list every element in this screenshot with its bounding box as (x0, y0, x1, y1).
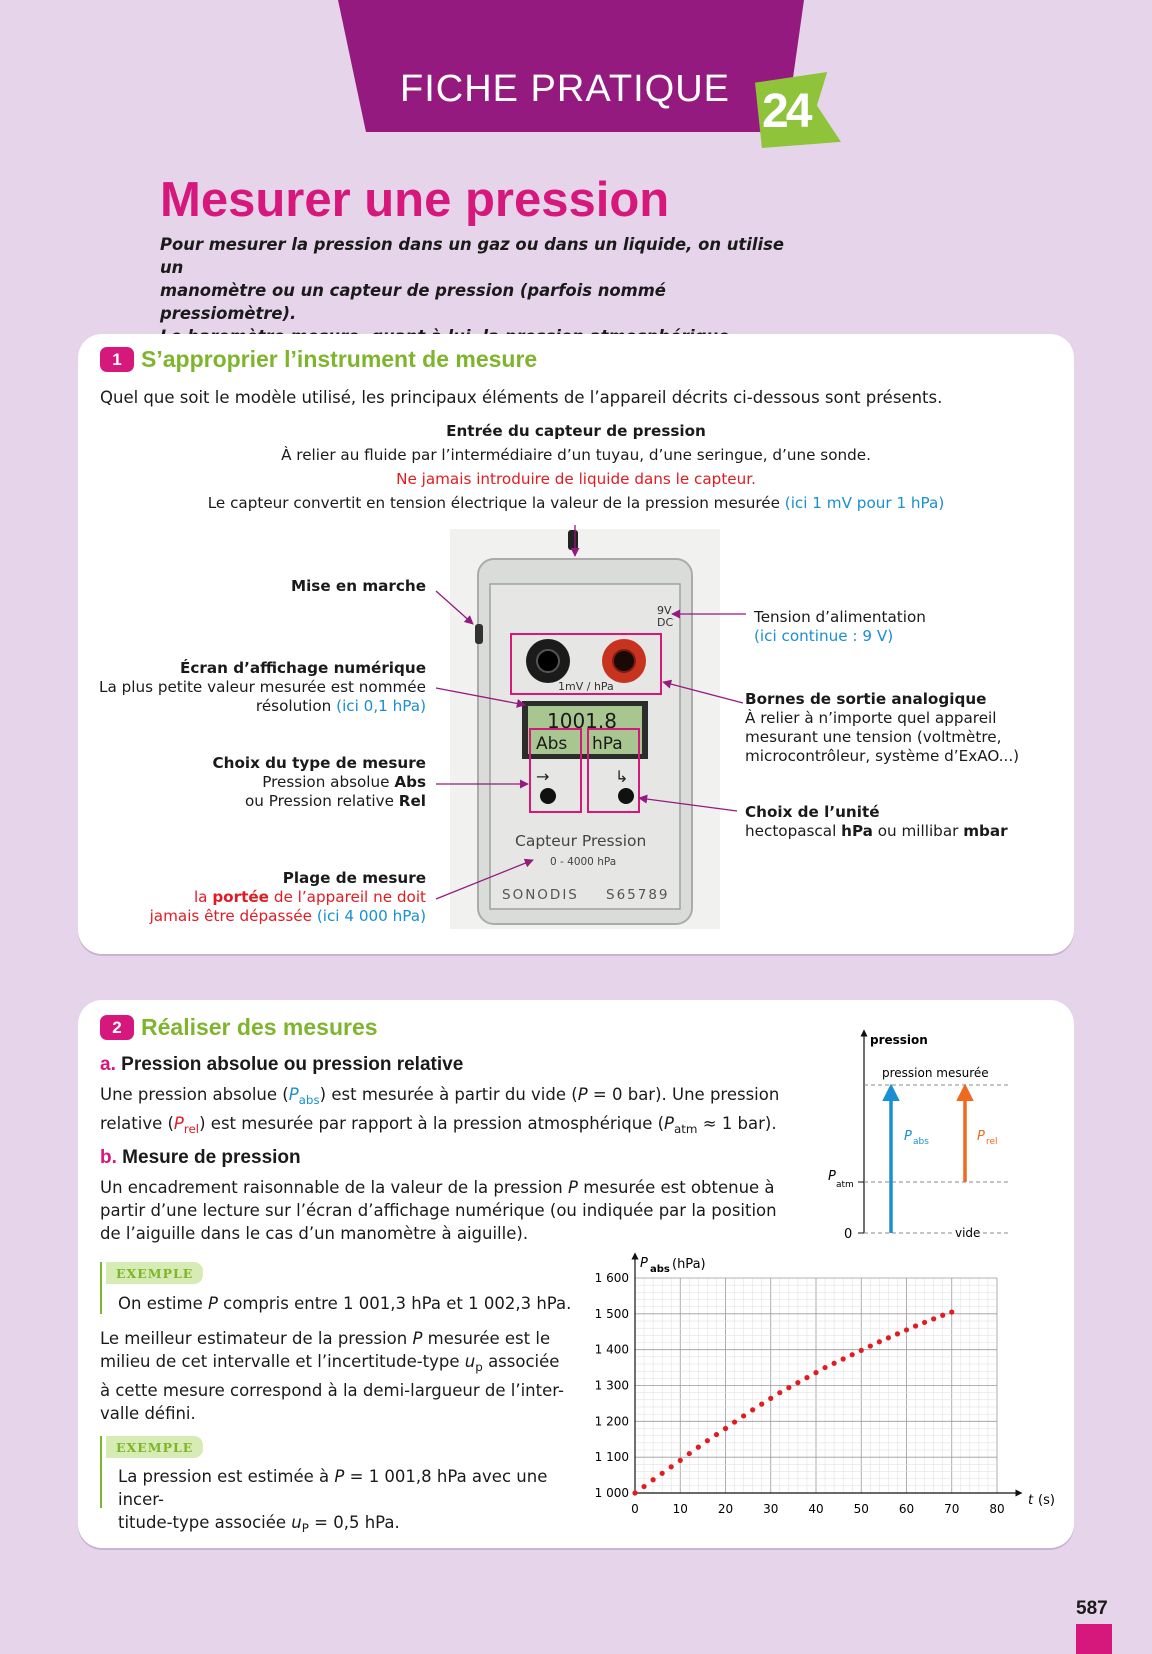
chart-point (922, 1320, 927, 1325)
chart-xlabel: t (1028, 1493, 1034, 1508)
chart-ylabel-unit: (hPa) (672, 1257, 706, 1272)
chart-point (904, 1327, 909, 1332)
chart-point (886, 1335, 891, 1340)
chart-x-tick: 50 (853, 1502, 869, 1516)
header-banner (338, 0, 804, 132)
example-1-bar (100, 1262, 102, 1314)
device-dc: DC (657, 616, 674, 629)
text-estimateur: Le meilleur estimateur de la pression P mesurée est le milieu de cet intervalle et l’incertitude-type $u_p$ associée à cette mesure correspond à la demi-largueur de l’inter- valle défini. (100, 1329, 564, 1423)
device-display: 1001.8 (547, 709, 617, 733)
chart-point (795, 1380, 800, 1385)
device-range: 0 - 4000 hPa (550, 856, 617, 868)
example-2-tag: EXEMPLE (106, 1436, 203, 1458)
label-tension: Tension d’alimentation (ici continue : 9 V) (754, 608, 926, 645)
chart-xlabel-unit: (s) (1038, 1493, 1055, 1508)
device-button-unit[interactable] (618, 788, 634, 804)
label-bornes: Bornes de sortie analogique À relier à n’importe quel appareil mesurant une tension (voltmètre, microcontrôleur, système d’ExAO...) (745, 690, 1020, 765)
chart-point (632, 1490, 637, 1495)
chart-point (804, 1375, 809, 1380)
chart-y-tick: 1 600 (594, 1271, 629, 1285)
device-display-abs: Abs (536, 734, 568, 754)
section-2-title: Réaliser des mesures (141, 1014, 378, 1040)
label-entree: Entrée du capteur de pression À relier au fluide par l’intermédiaire d’un tuyau, d’une seringue, d’une sonde. Ne jamais introduire de liquide dans le capteur. Le capteur convertit en tension électrique la valeur de la pression mesurée (ici 1 mV pour 1 hPa) (207, 422, 945, 512)
section-2-number: 2 (100, 1015, 134, 1040)
banner-title: FICHE PRATIQUE (400, 68, 730, 110)
chart-point (714, 1432, 719, 1437)
device-arrow-right: ↳ (615, 767, 629, 786)
example-2-text: La pression est estimée à P = 1 001,8 hPa avec une incer- titude-type associée $u_P = 0,5$ hPa. (118, 1467, 548, 1535)
chart-point (723, 1426, 728, 1431)
chart-point (687, 1451, 692, 1456)
device-display-hpa: hPa (592, 734, 623, 754)
chart-y-tick: 1 400 (594, 1342, 629, 1357)
device-name: Capteur Pression (515, 832, 647, 850)
device-units: 1mV / hPa (558, 680, 614, 693)
chart-point (732, 1419, 737, 1424)
page-number: 587 (1076, 1598, 1108, 1619)
diagram-vide: vide (955, 1226, 981, 1240)
pressure-sensor-device (450, 529, 720, 929)
chart-point (678, 1458, 683, 1463)
chart-point (786, 1385, 791, 1390)
label-mise-en-marche: Mise en marche (290, 577, 426, 595)
chart-point (859, 1348, 864, 1353)
chart-point (868, 1343, 873, 1348)
chart-point (913, 1323, 918, 1328)
pressure-diagram (820, 1025, 1020, 1240)
label-unite: Choix de l’unité hectopascal hPa ou millibar mbar (745, 803, 1008, 840)
chart-x-tick: 40 (808, 1502, 824, 1516)
chart-y-tick: 1 300 (594, 1378, 629, 1393)
text-b: Un encadrement raisonnable de la valeur de la pression P mesurée est obtenue à partir d’une lecture sur l’écran d’affichage numérique (ou indiquée par la position de l’aiguille dans le cas d’un manomètre à aiguille). (100, 1178, 777, 1243)
chart-y-tick: 1 500 (594, 1306, 629, 1321)
section-1-lead: Quel que soit le modèle utilisé, les principaux éléments de l’appareil décrits ci-dessous sont présents. (100, 388, 943, 407)
chart-point (768, 1396, 773, 1401)
chart-y-tick: 1 200 (594, 1414, 629, 1429)
pressure-time-chart (590, 1250, 1060, 1520)
diagram-prel: P (977, 1129, 985, 1144)
section-2-heading (100, 1014, 378, 1041)
chart-x-tick: 0 (631, 1502, 639, 1516)
chart-point (705, 1438, 710, 1443)
intro-text: Pour mesurer la pression dans un gaz ou dans un liquide, on utilise un manomètre ou un capteur de pression (parfois nommé pressiomètre). (160, 235, 784, 323)
label-ecran: Écran d’affichage numérique La plus petite valeur mesurée est nommée résolution (ici 0,1 hPa) (99, 659, 426, 715)
chart-ylabel-sub: abs (650, 1264, 670, 1275)
page-marker (1076, 1624, 1112, 1654)
label-choix-type: Choix du type de mesure Pression absolue Abs ou Pression relative Rel (212, 754, 426, 810)
chart-x-tick: 70 (944, 1502, 960, 1516)
chart-point (940, 1313, 945, 1318)
chart-point (832, 1361, 837, 1366)
section-1-heading (100, 346, 537, 373)
subheading-a: a. Pression absolue ou pression relative (100, 1054, 464, 1075)
chart-point (949, 1309, 954, 1314)
fiche-number: 24 (762, 85, 810, 138)
chart-y-tick: 1 000 (594, 1486, 629, 1500)
device-9v: 9V (657, 604, 672, 617)
chart-point (931, 1316, 936, 1321)
device-button-type[interactable] (540, 788, 556, 804)
diagram-pabs: P (904, 1129, 912, 1144)
chart-x-tick: 30 (763, 1502, 779, 1516)
device-serial: S65789 (606, 887, 670, 903)
diagram-patm: P (828, 1169, 836, 1184)
diagram-prel-sub: rel (986, 1137, 998, 1147)
chart-point (895, 1331, 900, 1336)
chart-point (777, 1390, 782, 1395)
chart-point (660, 1471, 665, 1476)
diagram-zero: 0 (844, 1227, 853, 1240)
section-1-title: S’approprier l’instrument de mesure (141, 346, 538, 372)
example-2-bar (100, 1436, 102, 1508)
chart-x-tick: 60 (898, 1502, 915, 1516)
chart-x-tick: 10 (672, 1502, 688, 1516)
chart-point (669, 1464, 674, 1469)
chart-point (813, 1370, 818, 1375)
section-1-number: 1 (100, 347, 134, 372)
chart-x-tick: 20 (717, 1502, 734, 1516)
chart-point (841, 1356, 846, 1361)
example-1-tag: EXEMPLE (106, 1262, 203, 1284)
diagram-patm-sub: atm (836, 1180, 854, 1190)
chart-point (877, 1339, 882, 1344)
diagram-pabs-sub: abs (913, 1137, 929, 1147)
device-arrow-left: → (536, 767, 550, 786)
chart-point (741, 1413, 746, 1418)
chart-point (651, 1477, 656, 1482)
chart-point (822, 1365, 827, 1370)
subheading-b: b. Mesure de pression (100, 1147, 301, 1168)
device-brand: SONODIS (502, 887, 579, 903)
text-a: Une pression absolue $(P_{abs})$ est mesurée à partir du vide (P = 0 bar). Une pression relative $(P_{rel})$ est mesurée par rapport à la pression atmosphérique ($P_{atm} \approx 1$ bar). (100, 1085, 780, 1136)
example-1-text: On estime P compris entre 1 001,3 hPa et 1 002,3 hPa. (118, 1294, 572, 1313)
chart-point (750, 1407, 755, 1412)
page-title: Mesurer une pression (160, 173, 670, 227)
chart-point (696, 1445, 701, 1450)
chart-ylabel: P (640, 1256, 648, 1271)
diagram-measured-label: pression mesurée (882, 1066, 989, 1080)
chart-x-tick: 80 (989, 1502, 1005, 1516)
chart-y-tick: 1 100 (594, 1450, 629, 1465)
diagram-axis-label: pression (870, 1033, 928, 1047)
chart-point (850, 1352, 855, 1357)
chart-point (641, 1484, 646, 1489)
label-plage: Plage de mesure la portée de l’appareil ne doit jamais être dépassée (ici 4 000 hPa) (149, 869, 426, 925)
chart-point (759, 1402, 764, 1407)
